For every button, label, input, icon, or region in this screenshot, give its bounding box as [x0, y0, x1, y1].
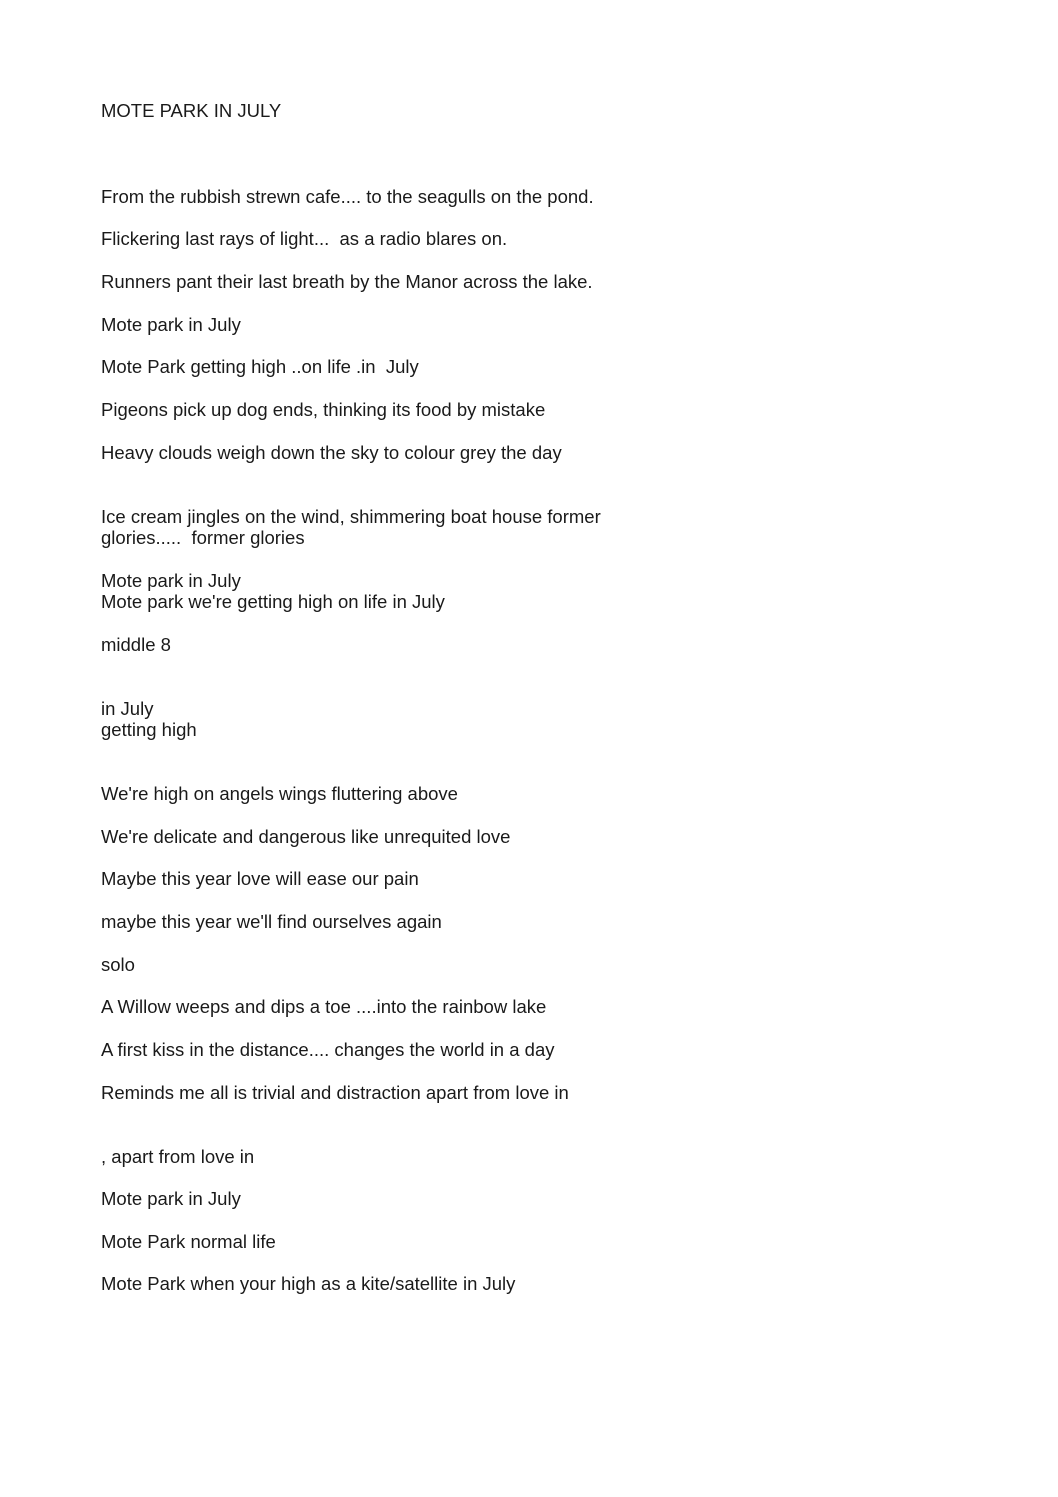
lyric-line: Ice cream jingles on the wind, shimmering boat house former — [101, 506, 601, 527]
lyric-line: Flickering last rays of light... as a radio blares on. — [101, 228, 508, 249]
lyric-line: glories..... former glories — [101, 527, 305, 548]
lyric-line: A Willow weeps and dips a toe ....into the rainbow lake — [101, 996, 547, 1017]
lyric-line: Mote park in July — [101, 314, 241, 335]
lyric-line: in July — [101, 698, 154, 719]
lyric-line: Mote Park getting high ..on life .in July — [101, 356, 419, 377]
lyric-line: Reminds me all is trivial and distraction apart from love in — [101, 1082, 569, 1103]
lyric-line: From the rubbish strewn cafe.... to the seagulls on the pond. — [101, 186, 594, 207]
lyric-line: We're delicate and dangerous like unrequited love — [101, 826, 511, 847]
lyric-line: Mote park we're getting high on life in July — [101, 591, 445, 612]
lyric-line: Mote park in July — [101, 1188, 241, 1209]
lyric-line: Pigeons pick up dog ends, thinking its food by mistake — [101, 399, 546, 420]
document-title: MOTE PARK IN JULY — [101, 100, 282, 121]
lyric-line: Mote Park when your high as a kite/satellite in July — [101, 1273, 516, 1294]
lyric-line: Heavy clouds weigh down the sky to colour grey the day — [101, 442, 562, 463]
lyric-line: Maybe this year love will ease our pain — [101, 868, 419, 889]
lyric-line: Mote Park normal life — [101, 1231, 276, 1252]
lyric-line: , apart from love in — [101, 1146, 255, 1167]
lyric-line: getting high — [101, 719, 197, 740]
lyric-line: We're high on angels wings fluttering above — [101, 783, 458, 804]
lyric-line: Mote park in July — [101, 570, 241, 591]
lyric-line: maybe this year we'll find ourselves again — [101, 911, 442, 932]
lyric-line: Runners pant their last breath by the Manor across the lake. — [101, 271, 593, 292]
section-label: middle 8 — [101, 634, 171, 655]
section-label: solo — [101, 954, 135, 975]
lyric-line: A first kiss in the distance.... changes the world in a day — [101, 1039, 555, 1060]
